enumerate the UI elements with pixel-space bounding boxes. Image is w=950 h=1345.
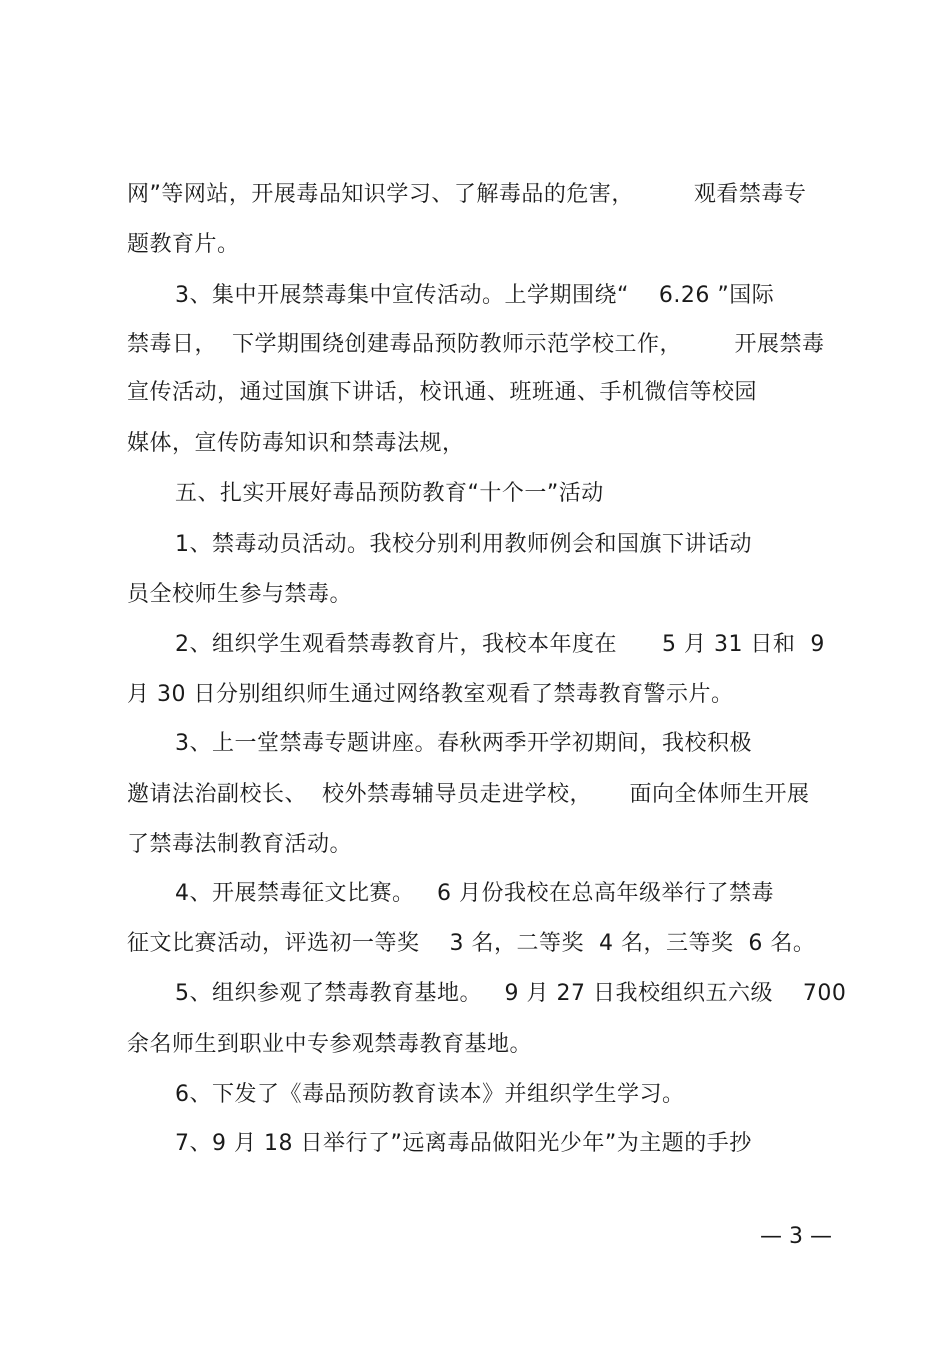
- text-line: 5、组织参观了禁毒教育基地。 9 月 27 日我校组织五六级 700: [175, 981, 847, 1006]
- text-line: 4、开展禁毒征文比赛。 6 月份我校在总高年级举行了禁毒: [175, 881, 774, 906]
- text-line: 邀请法治副校长、 校外禁毒辅导员走进学校， 面向全体师生开展: [127, 782, 810, 807]
- text-line: 月 30 日分别组织师生通过网络教室观看了禁毒教育警示片。: [127, 682, 734, 707]
- text-line: 余名师生到职业中专参观禁毒教育基地。: [127, 1032, 533, 1057]
- text-line: 7、9 月 18 日举行了”远离毒品做阳光少年”为主题的手抄: [175, 1131, 752, 1156]
- text-line: 宣传活动，通过国旗下讲话，校讯通、班班通、手机微信等校园: [127, 380, 758, 405]
- text-line: 媒体，宣传防毒知识和禁毒法规，: [127, 431, 465, 456]
- text-line: 题教育片。: [127, 232, 240, 257]
- text-line: 禁毒日， 下学期围绕创建毒品预防教师示范学校工作， 开展禁毒: [127, 332, 825, 357]
- text-line: 3、上一堂禁毒专题讲座。春秋两季开学初期间，我校积极: [175, 731, 752, 756]
- text-line: 征文比赛活动，评选初一等奖 3 名，二等奖 4 名，三等奖 6 名。: [127, 931, 816, 956]
- text-line: 员全校师生参与禁毒。: [127, 582, 353, 607]
- text-line: 了禁毒法制教育活动。: [127, 832, 353, 857]
- page-number: — 3 —: [760, 1224, 832, 1249]
- text-line: 网”等网站，开展毒品知识学习、了解毒品的危害， 观看禁毒专: [127, 182, 807, 207]
- text-line: 2、组织学生观看禁毒教育片，我校本年度在 5 月 31 日和 9: [175, 632, 825, 657]
- section-heading: 五、扎实开展好毒品预防教育“十个一”活动: [175, 481, 604, 506]
- text-line: 1、禁毒动员活动。我校分别利用教师例会和国旗下讲话动: [175, 532, 752, 557]
- text-line: 3、集中开展禁毒集中宣传活动。上学期围绕“ 6.26 ”国际: [175, 283, 775, 308]
- text-line: 6、下发了《毒品预防教育读本》并组织学生学习。: [175, 1082, 685, 1107]
